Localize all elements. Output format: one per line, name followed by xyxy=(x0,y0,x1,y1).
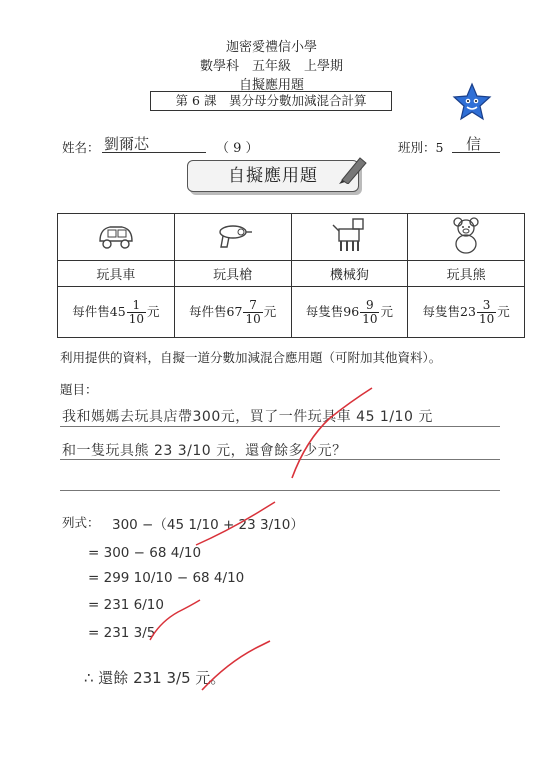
price-whole: 96 xyxy=(343,303,360,319)
item-price-gun xyxy=(174,287,291,338)
price-denominator: 10 xyxy=(362,311,378,326)
price-unit: 每件售 xyxy=(189,303,227,319)
toy-car-icon xyxy=(94,217,138,253)
school-name: 迦密愛禮信小學 xyxy=(225,40,317,55)
price-fraction xyxy=(477,299,496,326)
working-step-4: = 231 6/10 xyxy=(88,597,164,613)
item-picture-cell xyxy=(174,214,291,261)
answer-rule xyxy=(60,426,500,427)
price-numerator: 3 xyxy=(477,299,496,313)
name-blank xyxy=(102,152,206,153)
item-price-dog xyxy=(291,287,408,338)
price-whole: 23 xyxy=(460,303,476,319)
price-currency: 元 xyxy=(146,303,160,319)
robot-dog-icon xyxy=(327,215,371,255)
question-line-2: 和一隻玩具熊 23 3/10 元，還會餘多少元？ xyxy=(62,443,347,459)
item-name-bear: 玩具熊 xyxy=(408,261,525,287)
working-step-2: = 300 − 68 4/10 xyxy=(88,545,202,561)
price-numerator: 1 xyxy=(127,299,146,313)
price-unit: 每件售 xyxy=(72,303,110,319)
price-fraction xyxy=(127,299,146,326)
price-numerator: 9 xyxy=(360,299,379,313)
item-name-dog: 機械狗 xyxy=(291,261,408,287)
lesson-box: 第 6 課 異分母分數加減混合計算 xyxy=(150,91,392,111)
working-step-3: = 299 10/10 − 68 4/10 xyxy=(88,570,245,586)
item-picture-cell xyxy=(291,214,408,261)
price-denominator: 10 xyxy=(245,311,261,326)
price-unit: 每隻售 xyxy=(422,303,461,319)
price-currency: 元 xyxy=(263,303,277,319)
item-picture-cell xyxy=(58,214,175,261)
class-blank xyxy=(452,152,500,153)
items-table xyxy=(57,213,525,338)
price-whole: 45 xyxy=(109,303,126,319)
working-step-1: 300 −（45 1/10 + 23 3/10） xyxy=(112,517,304,533)
working-label: 列式： xyxy=(62,515,100,530)
name-value: 劉爾芯 xyxy=(104,135,150,153)
question-label: 題目： xyxy=(60,382,98,397)
final-answer: ∴ 還餘 231 3/5 元。 xyxy=(84,669,226,687)
price-fraction xyxy=(243,299,262,326)
price-denominator: 10 xyxy=(478,311,495,326)
star-mascot-icon xyxy=(452,82,492,122)
answer-rule xyxy=(60,490,500,491)
working-step-5: = 231 3/5 xyxy=(88,625,156,641)
item-picture-cell xyxy=(408,214,525,261)
item-price-bear xyxy=(408,287,525,338)
item-price-car xyxy=(58,287,175,338)
price-denominator: 10 xyxy=(128,311,144,326)
subject-line: 數學科 五年級 上學期 xyxy=(199,59,343,74)
price-fraction xyxy=(360,299,379,326)
question-line-1: 我和媽媽去玩具店帶300元，買了一件玩具車 45 1/10 元 xyxy=(62,409,433,425)
price-currency: 元 xyxy=(380,303,393,319)
student-number: （ 9 ） xyxy=(216,141,259,156)
price-unit: 每隻售 xyxy=(305,303,344,319)
instruction-text: 利用提供的資料，自擬一道分數加減混合應用題（可附加其他資料）。 xyxy=(60,350,442,365)
teddy-bear-icon xyxy=(444,215,488,255)
banner-title: 自擬應用題 xyxy=(187,160,359,192)
class-label: 班別：5 xyxy=(398,140,444,155)
answer-rule xyxy=(60,459,500,460)
item-name-car: 玩具車 xyxy=(58,261,175,287)
worksheet-title: 自擬應用題 xyxy=(238,78,304,93)
price-whole: 67 xyxy=(226,303,243,319)
toy-gun-icon xyxy=(211,217,255,253)
tick-mark-question xyxy=(292,388,372,478)
pencil-icon xyxy=(336,154,370,184)
class-value: 信 xyxy=(466,135,482,153)
price-numerator: 7 xyxy=(243,299,262,313)
price-currency: 元 xyxy=(497,303,510,319)
name-label: 姓名： xyxy=(62,140,100,155)
item-name-gun: 玩具槍 xyxy=(174,261,291,287)
